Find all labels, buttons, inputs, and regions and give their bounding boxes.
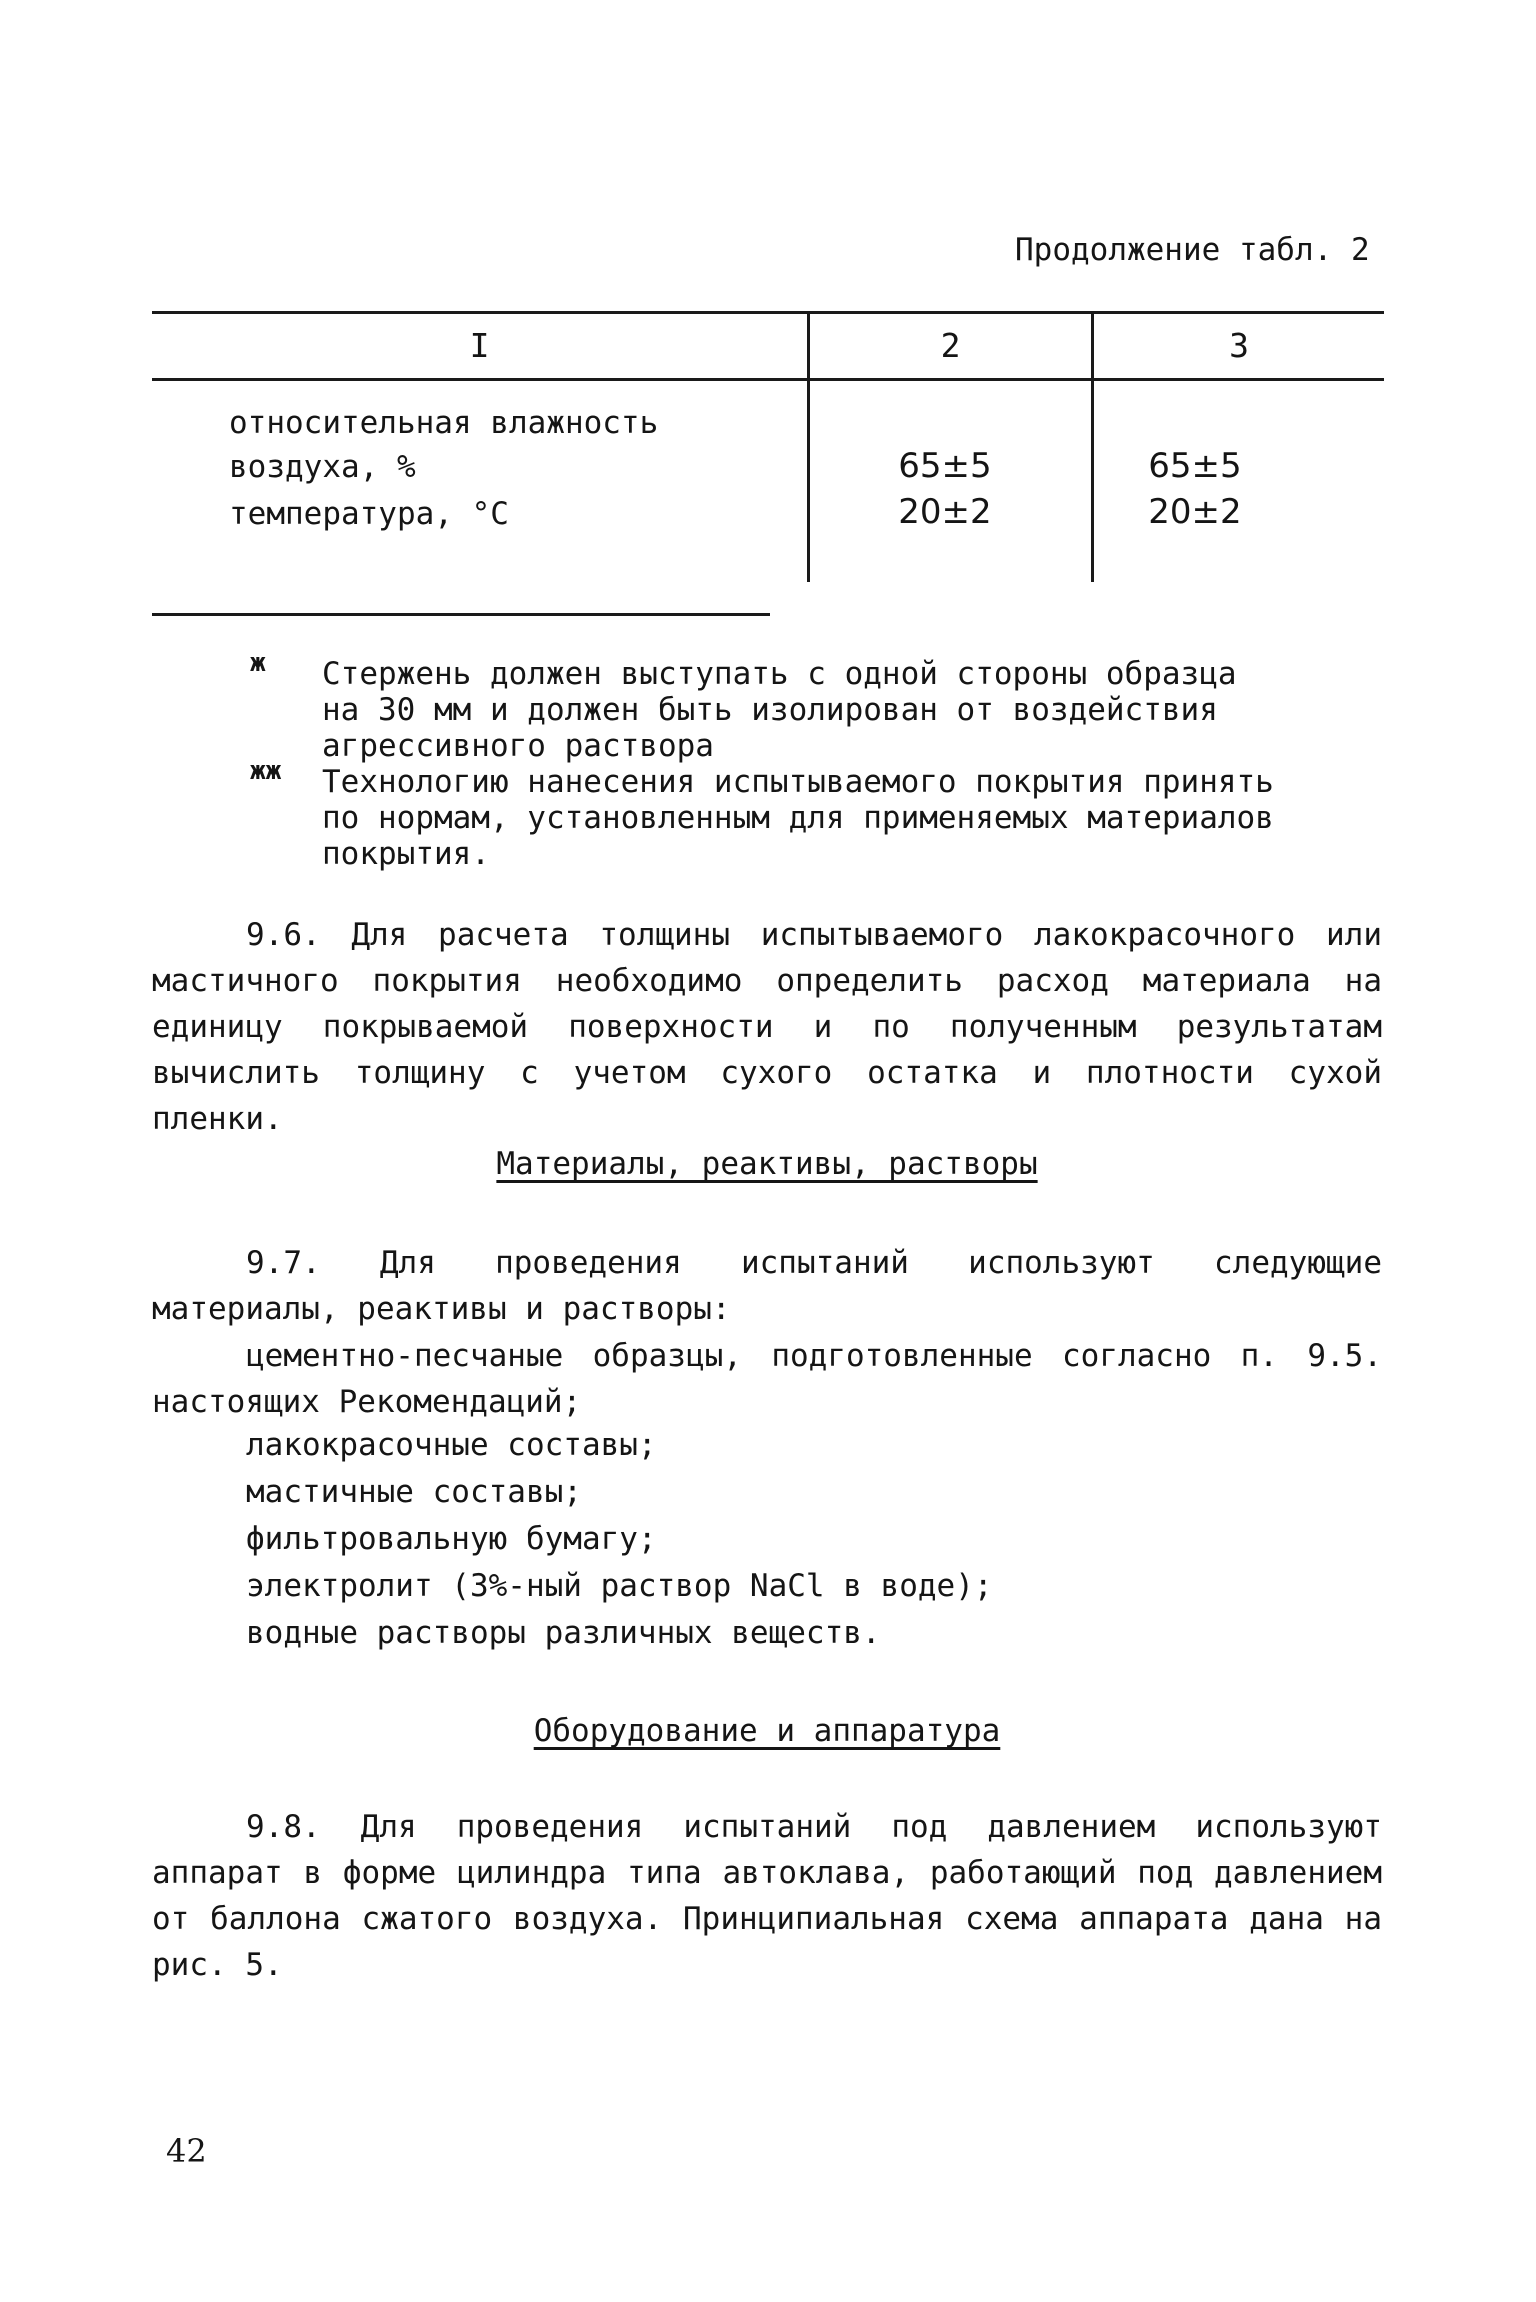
heading-equipment: Оборудование и аппаратура	[533, 1713, 1001, 1749]
table-continuation-label: Продолжение табл. 2	[1015, 232, 1370, 268]
col3-temperature-value: 20±2	[1148, 492, 1242, 532]
col2-temperature-value: 20±2	[898, 492, 992, 532]
list-item: электролит (3%-ный раствор NaCl в воде);	[246, 1568, 993, 1604]
footnote-mark-2: жж	[250, 756, 282, 786]
page-number: 42	[166, 2132, 207, 2170]
footnote-mark-1: ж	[250, 648, 266, 678]
table-bottom-rule	[152, 613, 770, 616]
list-item: водные растворы различных веществ.	[246, 1615, 881, 1651]
row-label-humidity-1: относительная влажность	[229, 405, 659, 441]
list-item: мастичные составы;	[246, 1474, 582, 1510]
list-item: фильтровальную бумагу;	[246, 1521, 657, 1557]
table-header-rule	[152, 378, 1384, 381]
paragraph-9-6: 9.6. Для расчета толщины испытываемого лакокрасочного или мастичного покрытия необходимо определить расход материала на единицу покрываемой поверхности и по полученным результатам вычислить толщину с учетом сухого остатка и плотности сухой пленки.	[152, 917, 1382, 1137]
table-header-col3: 3	[1229, 326, 1249, 365]
footnote-text-2: Технологию нанесения испытываемого покрытия принять по нормам, установленным для применяемых материалов покрытия.	[322, 764, 1274, 872]
col3-humidity-value: 65±5	[1148, 446, 1242, 486]
list-item: лакокрасочные составы;	[246, 1427, 657, 1463]
table-top-rule	[152, 311, 1384, 314]
paragraph-9-7: 9.7. Для проведения испытаний используют следующие материалы, реактивы и растворы:	[152, 1245, 1382, 1327]
paragraph-9-8: 9.8. Для проведения испытаний под давлением используют аппарат в форме цилиндра типа автоклава, работающий под давлением от баллона сжатого воздуха. Принципиальная схема аппарата дана на рис. 5.	[152, 1809, 1382, 1983]
paragraph-samples: цементно-песчаные образцы, подготовленные согласно п. 9.5. настоящих Рекомендаций;	[152, 1338, 1382, 1420]
col2-humidity-value: 65±5	[898, 446, 992, 486]
table-header-col1: I	[469, 326, 490, 365]
row-label-humidity-2: воздуха, %	[229, 449, 416, 485]
table-header-col2: 2	[940, 326, 961, 365]
row-label-temperature: температура, °С	[229, 496, 509, 532]
footnote-text-1: Стержень должен выступать с одной стороны образца на 30 мм и должен быть изолирован от воздействия агрессивного раствора	[322, 656, 1237, 764]
heading-materials: Материалы, реактивы, растворы	[496, 1146, 1038, 1182]
